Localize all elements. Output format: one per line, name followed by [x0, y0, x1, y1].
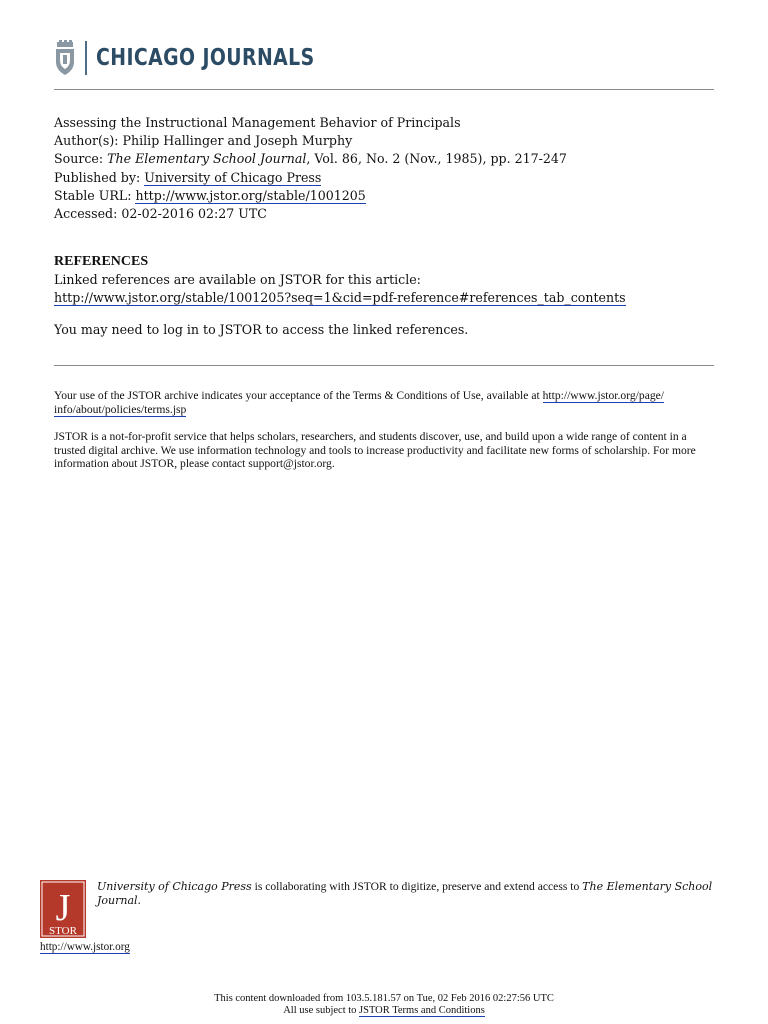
header-rule [54, 89, 714, 90]
stable-url-link[interactable]: http://www.jstor.org/stable/1001205 [135, 187, 366, 203]
logo-divider [85, 41, 87, 75]
login-note: You may need to log in to JSTOR to access the linked references. [54, 322, 469, 338]
article-metadata [54, 114, 567, 223]
references-link[interactable]: http://www.jstor.org/stable/1001205?seq=1&cid=pdf-reference#references_tab_contents [54, 290, 626, 306]
terms-link-part1[interactable]: http://www.jstor.org/page/ [542, 389, 664, 402]
section-rule [54, 365, 714, 366]
jstor-about-paragraph: JSTOR is a not-for-profit service that helps scholars, researchers, and students discover, use, and build upon a wide range of content in a trusted digital archive. We use information technology and tools to increase productivity and facilitate new forms of scholarship. For more information about JSTOR, please contact support@jstor.org. [54, 430, 696, 471]
references-heading: REFERENCES [54, 254, 149, 269]
terms-link-part2[interactable]: info/about/policies/terms.jsp [54, 402, 187, 416]
terms-section [54, 389, 716, 485]
footer-terms-link[interactable]: JSTOR Terms and Conditions [359, 1005, 485, 1016]
jstor-home-link[interactable]: http://www.jstor.org [40, 941, 130, 953]
collaboration-note: University of Chicago Press is collaborating with JSTOR to digitize, preserve and extend access to The Elementary School Journal. [97, 880, 713, 907]
svg-text:J: J [55, 887, 71, 929]
download-footer [0, 993, 768, 1017]
chicago-journals-logo [54, 40, 363, 76]
terms-paragraph: Your use of the JSTOR archive indicates your acceptance of the Terms & Conditions of Use, available at http://www.jstor.org/page/ info/about/policies/terms.jsp [54, 389, 664, 416]
references-section [54, 253, 626, 340]
accessed-line: Accessed: 02-02-2016 02:27 UTC [54, 206, 267, 222]
svg-text:STOR: STOR [49, 925, 77, 937]
publisher-line: Published by: University of Chicago Press [54, 169, 322, 185]
collab-journal: The Elementary School Journal. [97, 880, 713, 907]
authors: Philip Hallinger and Joseph Murphy [122, 133, 353, 149]
download-info: This content downloaded from 103.5.181.57 on Tue, 02 Feb 2016 02:27:56 UTC [214, 993, 554, 1004]
brand-name: CHICAGO JOURNALS [96, 45, 315, 71]
crest-icon [54, 40, 76, 76]
source-line: Source: The Elementary School Journal, Vol. 86, No. 2 (Nov., 1985), pp. 217-247 [54, 151, 567, 167]
collab-publisher: University of Chicago Press [97, 880, 252, 893]
journal-name: The Elementary School Journal [107, 151, 307, 167]
article-title: Assessing the Instructional Management Behavior of Principals [54, 115, 461, 130]
authors-line: Author(s): Philip Hallinger and Joseph Murphy [54, 133, 353, 149]
stable-url-line: Stable URL: http://www.jstor.org/stable/1001205 [54, 187, 366, 203]
jstor-logo-icon [40, 880, 86, 938]
publisher-link[interactable]: University of Chicago Press [144, 169, 322, 185]
references-intro: Linked references are available on JSTOR for this article: [54, 272, 421, 287]
terms-note: All use subject to JSTOR Terms and Conditions [283, 1005, 485, 1016]
